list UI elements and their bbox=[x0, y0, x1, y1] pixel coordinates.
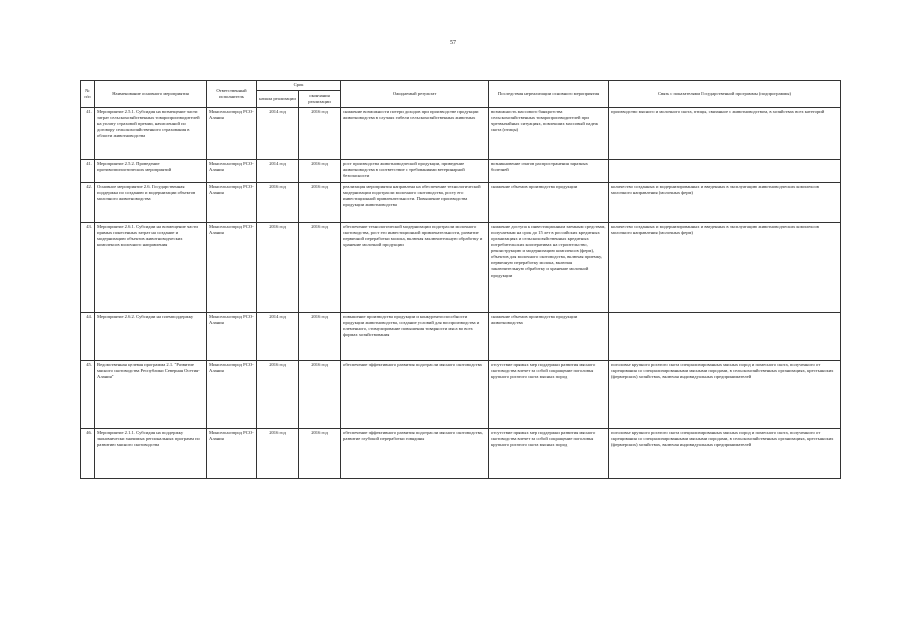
row-num: 46. bbox=[81, 429, 95, 479]
page-number: 57 bbox=[450, 40, 456, 46]
row-name: Мероприятие 2.5.1. Субсидия на возмещение части затрат сельскохозяйственных товаропроизводителей на уплату страховой премии, начисленной по договору сельскохозяйственного страхования в области животноводства bbox=[95, 108, 207, 160]
header-link: Связь с показателями Государственной программы (подпрограммы) bbox=[609, 81, 841, 108]
table-row bbox=[81, 313, 841, 361]
table-row bbox=[81, 429, 841, 479]
header-end: окончания реализации bbox=[299, 91, 341, 108]
row-executor: Минсельхозпрод РСО-Алания bbox=[207, 160, 257, 183]
row-executor: Минсельхозпрод РСО-Алания bbox=[207, 183, 257, 223]
row-num: 41. bbox=[81, 108, 95, 160]
row-result: обеспечение эффективного развития подотрасли мясного скотоводства bbox=[341, 361, 489, 429]
header-num: № п/п bbox=[81, 81, 95, 108]
row-executor: Минсельхозпрод РСО-Алания bbox=[207, 429, 257, 479]
table-row bbox=[81, 183, 841, 223]
row-end: 2016 год bbox=[299, 361, 341, 429]
row-end: 2016 год bbox=[299, 429, 341, 479]
row-start: 2014 год bbox=[257, 108, 299, 160]
table-row bbox=[81, 361, 841, 429]
row-end: 2016 год bbox=[299, 108, 341, 160]
row-link bbox=[609, 313, 841, 361]
row-start: 2014 год bbox=[257, 160, 299, 183]
row-name: Основное мероприятие 2.6. Государственная поддержка по созданию и модернизации объектов молочного животноводства bbox=[95, 183, 207, 223]
row-name: Мероприятие 2.5.2. Проведение противоэпизоотических мероприятий bbox=[95, 160, 207, 183]
row-start: 2016 год bbox=[257, 183, 299, 223]
row-num: 42. bbox=[81, 183, 95, 223]
row-consequences: снижение доступа к инвестиционным заемным средствам, получаемым на срок до 15 лет в российских кредитных организациях и сельскохозяйственных кредитных потребительских кооперативах на строительство, реконструкцию и модернизацию комплексов (ферм), объектов для молочного скотоводства, включая приемку, первичную переработку молока, включая заключительную обработку и хранение молочной продукции bbox=[489, 223, 609, 313]
row-start: 2016 год bbox=[257, 223, 299, 313]
row-consequences: снижение объемов производства продукции bbox=[489, 183, 609, 223]
row-executor: Минсельхозпрод РСО-Алания bbox=[207, 361, 257, 429]
row-link: количество созданных и модернизированных и введенных в эксплуатацию животноводческих комплексов молочного направления (молочных ферм) bbox=[609, 183, 841, 223]
row-end: 2016 год bbox=[299, 223, 341, 313]
table-row bbox=[81, 108, 841, 160]
row-start: 2016 год bbox=[257, 361, 299, 429]
row-link: количество созданных и модернизированных и введенных в эксплуатацию животноводческих комплексов молочного направления (молочных ферм) bbox=[609, 223, 841, 313]
row-link: производство мясного и молочного скота, птицы, связанное с животноводством, в хозяйствах всех категорий bbox=[609, 108, 841, 160]
row-num: 43. bbox=[81, 223, 95, 313]
row-result: обеспечение эффективного развития подотрасли мясного скотоводства, развитие глубокой переработки говядины bbox=[341, 429, 489, 479]
row-link: поголовье крупного рогатого скота специализированных мясных пород и помесного скота, полученного от скрещивания со специализированными мясными породами, в сельскохозяйственных организациях, крестьянских (фермерских) хозяйствах, включая индивидуальных предпринимателей bbox=[609, 429, 841, 479]
header-term: Срок bbox=[257, 81, 341, 91]
row-result: реализация мероприятия направлена на обеспечение технологической модернизации подотрасли молочного скотоводства, росту его инвестиционной привлекательности. Повышение производства продукции животноводства bbox=[341, 183, 489, 223]
row-result: повышение производства продукции и конкурентоспособности продукции животноводства, создание условий для воспроизводства и племенного, стимулирование повышения товарности мяса во всех формах хозяйствования bbox=[341, 313, 489, 361]
row-consequences: возникновение очагов распространения заразных болезней bbox=[489, 160, 609, 183]
row-end: 2016 год bbox=[299, 183, 341, 223]
row-link bbox=[609, 160, 841, 183]
row-consequences: снижение объемов производства продукции животноводства bbox=[489, 313, 609, 361]
row-result: снижение возможности потери доходов при производстве продукции животноводства в случаях гибели сельскохозяйственных животных bbox=[341, 108, 489, 160]
table-row bbox=[81, 160, 841, 183]
row-consequences: возможность массового банкротства сельскохозяйственных товаропроизводителей при чрезвычайных ситуациях, повлекших массовый падеж скота (птицы) bbox=[489, 108, 609, 160]
row-executor: Минсельхозпрод РСО-Алания bbox=[207, 313, 257, 361]
header-consequences: Последствия нереализации основного мероприятия bbox=[489, 81, 609, 108]
measures-table bbox=[80, 80, 841, 479]
row-end: 2016 год bbox=[299, 313, 341, 361]
row-start: 2014 год bbox=[257, 313, 299, 361]
row-result: рост производства животноводческой продукции, приведение животноводства в соответствие с требованиями ветеринарной безопасности bbox=[341, 160, 489, 183]
row-num: 45. bbox=[81, 361, 95, 429]
row-start: 2016 год bbox=[257, 429, 299, 479]
row-name: Мероприятие 2.6.1. Субсидии на возмещение части прямых понесенных затрат на создание и модернизацию объектов животноводческих комплексов молочного направления bbox=[95, 223, 207, 313]
row-name: Мероприятие 2.1.1. Субсидия на поддержку экономически значимых региональных программ по развитию мясного скотоводства bbox=[95, 429, 207, 479]
row-consequences: отсутствие прямых мер поддержки развития мясного скотоводства влечет за собой сокращение поголовья крупного рогатого скота мясных пород bbox=[489, 429, 609, 479]
row-end: 2016 год bbox=[299, 160, 341, 183]
header-result: Ожидаемый результат bbox=[341, 81, 489, 108]
header-name: Наименование основного мероприятия bbox=[95, 81, 207, 108]
row-consequences: отсутствие прямых мер поддержки развития мясного скотоводства влечет за собой сокращение поголовья крупного рогатого скота мясных пород bbox=[489, 361, 609, 429]
row-name: Мероприятие 2.6.2. Субсидии на племподдержку bbox=[95, 313, 207, 361]
row-executor: Минсельхозпрод РСО-Алания bbox=[207, 223, 257, 313]
row-result: обеспечение технологической модернизации подотрасли молочного скотоводства, рост его инвестиционной привлекательности, развитие первичной переработки молока, включая заключительную обработку и хранение молочной продукции bbox=[341, 223, 489, 313]
row-executor: Минсельхозпрод РСО-Алания bbox=[207, 108, 257, 160]
row-num: 44. bbox=[81, 313, 95, 361]
table-row bbox=[81, 223, 841, 313]
row-link: поголовье крупного рогатого скота специализированных мясных пород и помесного скота, полученного от скрещивания со специализированными мясными породами, в сельскохозяйственных организациях, крестьянских (фермерских) хозяйствах, включая индивидуальных предпринимателей bbox=[609, 361, 841, 429]
row-name: Ведомственная целевая программа 2.1. "Развитие мясного скотоводства Республики Северная Осетия-Алания" bbox=[95, 361, 207, 429]
row-num: 41. bbox=[81, 160, 95, 183]
header-start: начала реализации bbox=[257, 91, 299, 108]
header-executor: Ответственный исполнитель bbox=[207, 81, 257, 108]
